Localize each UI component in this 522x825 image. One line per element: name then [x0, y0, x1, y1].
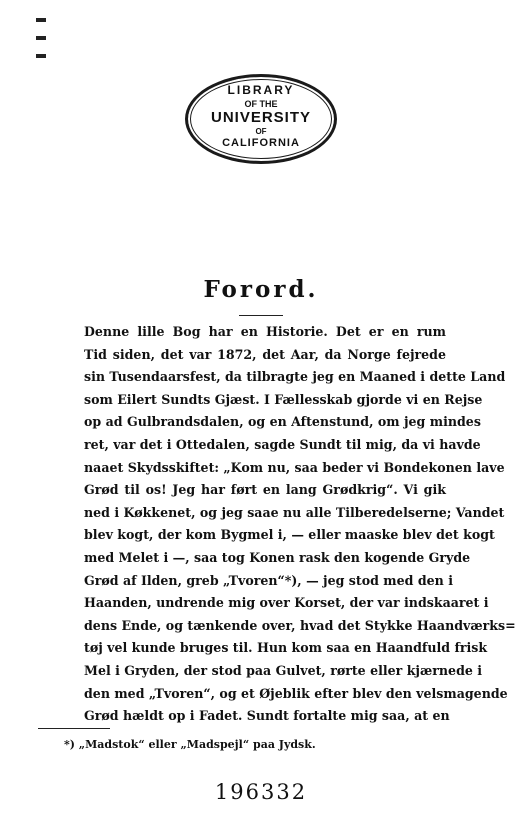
stamp-line-university: UNIVERSITY	[210, 109, 311, 126]
text-line: Grød til os! Jeg har ført en lang Grødkrig“. Vi gik	[84, 482, 446, 498]
text-line: dens Ende, og tænkende over, hvad det Stykke Haandværks=	[84, 617, 516, 633]
text-line: Mel i Gryden, der stod paa Gulvet, rørte eller kjærnede i	[84, 662, 483, 678]
margin-mark	[36, 54, 46, 58]
text-line: Haanden, undrende mig over Korset, der var indskaaret i	[84, 595, 489, 611]
stamp-line-california: CALIFORNIA	[222, 137, 300, 149]
heading-rule	[239, 315, 283, 316]
margin-mark	[36, 18, 46, 22]
body-text	[84, 321, 516, 728]
text-line: som Eilert Sundts Gjæst. I Fællesskab gjorde vi en Rejse	[84, 391, 483, 407]
margin-mark	[36, 36, 46, 40]
page-number: 196332	[214, 780, 308, 804]
text-line: op ad Gulbrandsdalen, og en Aftenstund, om jeg mindes	[84, 414, 481, 430]
text-line: Grød af Ilden, greb „Tvoren“*), — jeg stod med den i	[84, 572, 453, 588]
text-line: Tid siden, det var 1872, det Aar, da Norge fejrede	[84, 346, 446, 362]
page-heading: Forord.	[203, 276, 319, 303]
text-line: Denne lille Bog har en Historie. Det er en rum	[84, 324, 446, 339]
stamp-line-of: OF	[255, 127, 267, 136]
library-stamp	[185, 74, 337, 164]
margin-marks	[36, 18, 50, 72]
stamp-line-library: LIBRARY	[227, 83, 295, 97]
footnote: *) „Madstok“ eller „Madspejl“ paa Jydsk.	[64, 738, 316, 751]
text-line: naaet Skydsskiftet: „Kom nu, saa beder vi Bondekonen lave	[84, 459, 505, 475]
text-line: den med „Tvoren“, og et Øjeblik efter blev den velsmagende	[84, 685, 508, 701]
text-line: med Melet i —, saa tog Konen rask den kogende Gryde	[84, 549, 471, 565]
text-line: tøj vel kunde bruges til. Hun kom saa en Haandfuld frisk	[84, 640, 488, 656]
text-line: blev kogt, der kom Bygmel i, — eller maaske blev det kogt	[84, 527, 495, 543]
text-line: ned i Køkkenet, og jeg saae nu alle Tilberedelserne; Vandet	[84, 504, 505, 520]
text-line: Grød hældt op i Fadet. Sundt fortalte mig saa, at en	[84, 708, 450, 724]
text-line: ret, var det i Ottedalen, sagde Sundt til mig, da vi havde	[84, 436, 481, 452]
footnote-rule	[38, 728, 110, 729]
stamp-line-of-the: OF THE	[244, 99, 278, 109]
text-line: sin Tusendaarsfest, da tilbragte jeg en Maaned i dette Land	[84, 369, 506, 385]
